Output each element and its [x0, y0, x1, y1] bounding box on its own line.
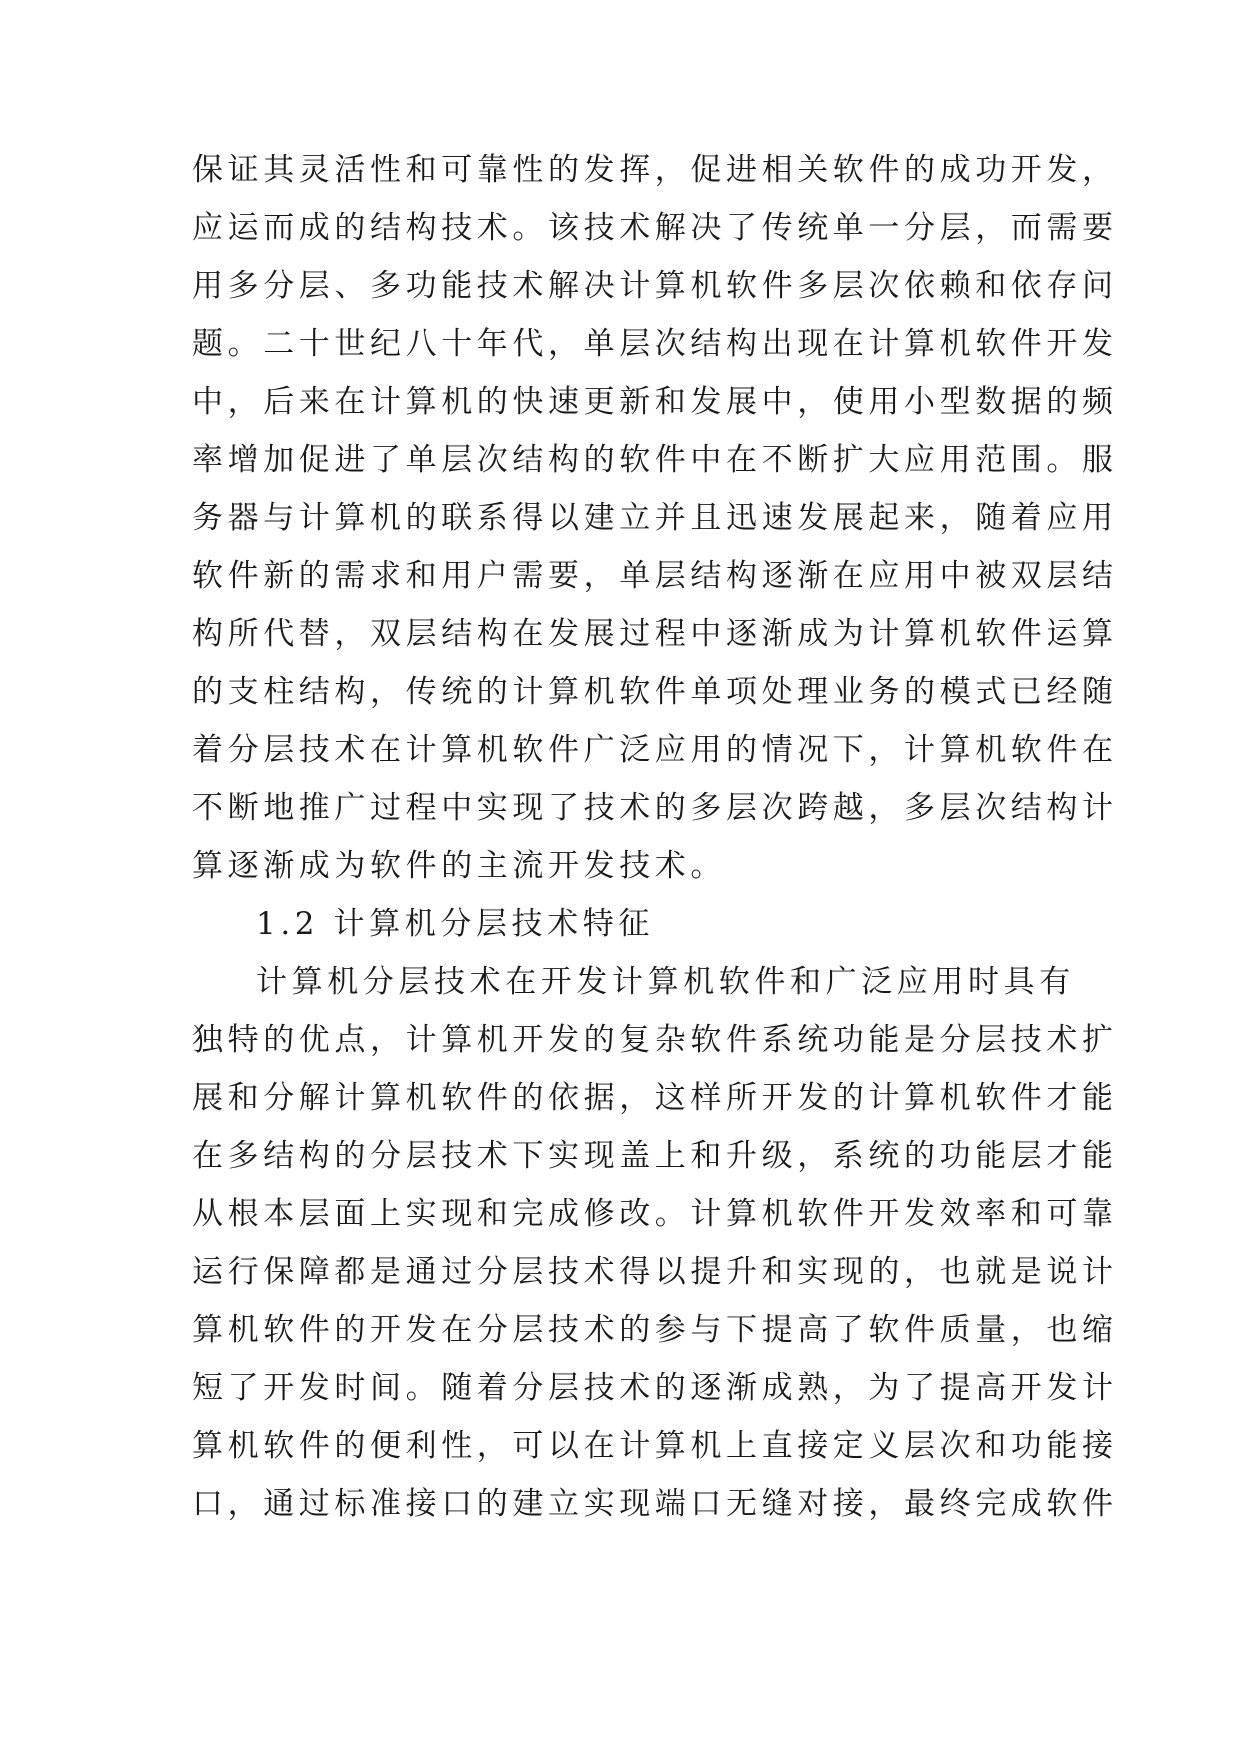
paragraph-line: 软件新的需求和用户需要，单层结构逐渐在应用中被双层结	[192, 558, 1118, 594]
paragraph-line: 独特的优点，计算机开发的复杂软件系统功能是分层技术扩	[192, 1022, 1118, 1058]
paragraph-line: 从根本层面上实现和完成修改。计算机软件开发效率和可靠	[192, 1196, 1118, 1232]
paragraph-line: 在多结构的分层技术下实现盖上和升级，系统的功能层才能	[192, 1138, 1118, 1174]
paragraph-line: 算机软件的开发在分层技术的参与下提高了软件质量，也缩	[192, 1312, 1118, 1348]
paragraph-line: 算机软件的便利性，可以在计算机上直接定义层次和功能接	[192, 1428, 1118, 1464]
paragraph-1	[192, 141, 1118, 1533]
paragraph-line: 计算机分层技术在开发计算机软件和广泛应用时具有	[256, 964, 1075, 1000]
paragraph-line: 展和分解计算机软件的依据，这样所开发的计算机软件才能	[192, 1080, 1118, 1116]
paragraph-line: 短了开发时间。随着分层技术的逐渐成熟，为了提高开发计	[192, 1370, 1118, 1406]
paragraph-line: 率增加促进了单层次结构的软件中在不断扩大应用范围。服	[192, 442, 1118, 478]
paragraph-line: 保证其灵活性和可靠性的发挥，促进相关软件的成功开发，	[192, 152, 1118, 188]
paragraph-line: 应运而成的结构技术。该技术解决了传统单一分层，而需要	[192, 210, 1118, 246]
paragraph-line: 题。二十世纪八十年代，单层次结构出现在计算机软件开发	[192, 326, 1118, 362]
paragraph-line: 不断地推广过程中实现了技术的多层次跨越，多层次结构计	[192, 790, 1118, 826]
paragraph-line: 构所代替，双层结构在发展过程中逐渐成为计算机软件运算	[192, 616, 1118, 652]
paragraph-line: 口，通过标准接口的建立实现端口无缝对接，最终完成软件	[192, 1486, 1118, 1522]
paragraph-line: 的支柱结构，传统的计算机软件单项处理业务的模式已经随	[192, 674, 1118, 710]
paragraph-line: 务器与计算机的联系得以建立并且迅速发展起来，随着应用	[192, 500, 1118, 536]
paragraph-line: 着分层技术在计算机软件广泛应用的情况下，计算机软件在	[192, 732, 1118, 768]
paragraph-line: 运行保障都是通过分层技术得以提升和实现的，也就是说计	[192, 1254, 1118, 1290]
paragraph-line: 用多分层、多功能技术解决计算机软件多层次依赖和依存问	[192, 268, 1118, 304]
paragraph-line: 算逐渐成为软件的主流开发技术。	[192, 848, 726, 884]
section-heading: 1.2 计算机分层技术特征	[256, 906, 654, 942]
paragraph-line: 中，后来在计算机的快速更新和发展中，使用小型数据的频	[192, 384, 1118, 420]
